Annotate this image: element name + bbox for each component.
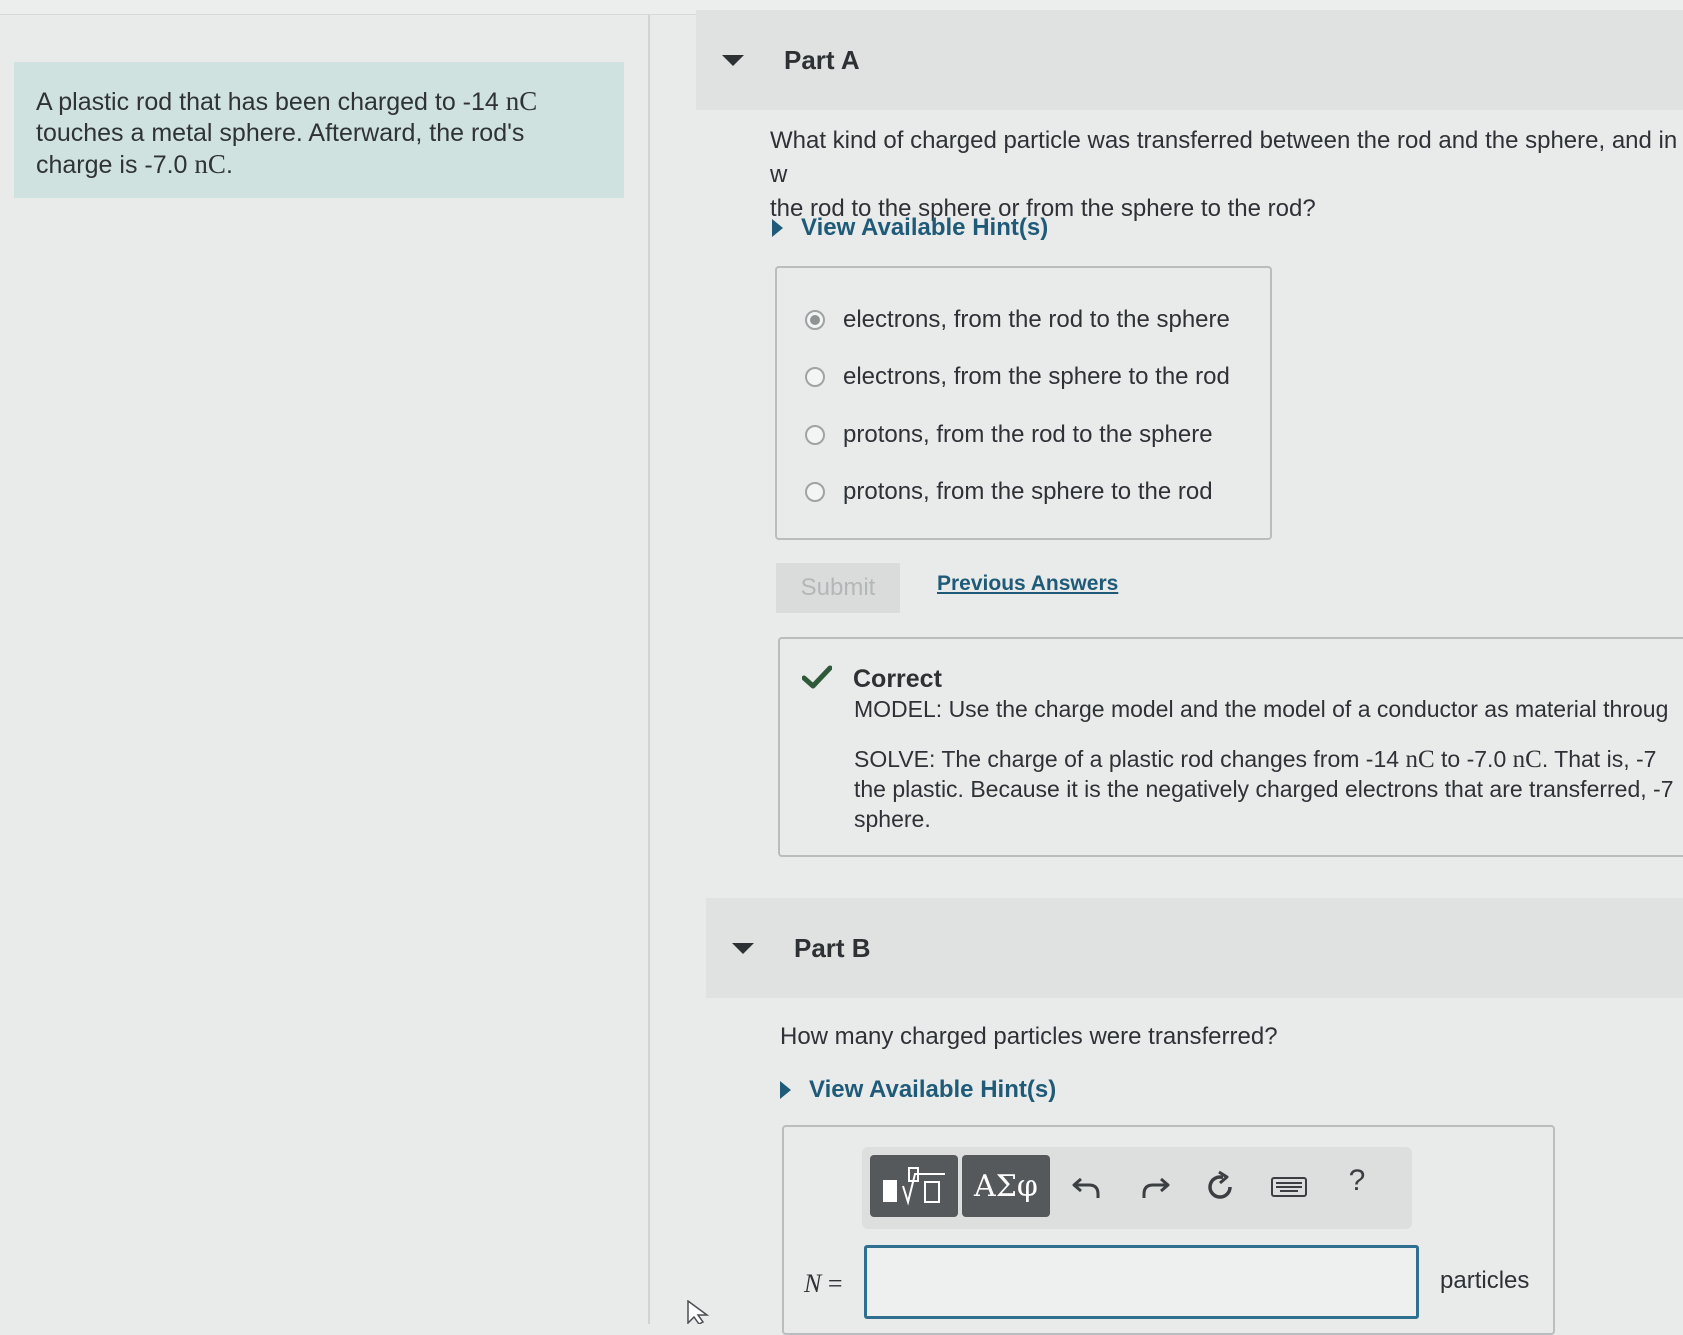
part-b-title: Part B: [794, 932, 871, 963]
option-4[interactable]: [805, 478, 1213, 506]
option-label: electrons, from the sphere to the rod: [843, 363, 1230, 390]
intro-unit-1: nC: [505, 86, 538, 116]
option-label: electrons, from the rod to the sphere: [843, 306, 1230, 333]
caret-down-icon[interactable]: [722, 55, 744, 66]
redo-icon: [1139, 1171, 1171, 1203]
option-label: protons, from the sphere to the rod: [843, 478, 1213, 505]
intro-text-1: A plastic rod that has been charged to -14: [36, 88, 506, 116]
answer-box: [782, 1125, 1555, 1335]
part-a-hints-label: View Available Hint(s): [801, 214, 1049, 241]
option-2[interactable]: [805, 363, 1230, 391]
problem-statement: [14, 62, 624, 198]
undo-button[interactable]: [1067, 1167, 1107, 1207]
solve-text-2: to -7.0: [1434, 746, 1513, 772]
templates-icon: [879, 1164, 949, 1208]
solve-unit-1: nC: [1405, 746, 1435, 773]
submit-button[interactable]: Submit: [776, 563, 900, 613]
part-b-hints-toggle[interactable]: [780, 1076, 1056, 1104]
radio-button[interactable]: [805, 482, 825, 502]
reset-button[interactable]: [1200, 1167, 1240, 1207]
previous-answers-link[interactable]: Previous Answers: [937, 572, 1119, 595]
option-1[interactable]: [805, 306, 1230, 334]
variable-symbol: N: [804, 1269, 822, 1298]
intro-unit-2: nC: [194, 149, 226, 179]
feedback-solve-line-3: sphere.: [854, 806, 931, 832]
keyboard-icon: [1270, 1174, 1308, 1200]
checkmark-icon: [802, 665, 832, 689]
part-b-header[interactable]: [706, 898, 1683, 998]
feedback-solve-line-2: the plastic. Because it is the negatively charged electrons that are transferred, -7: [854, 776, 1674, 802]
greek-symbols-button[interactable]: ΑΣφ: [962, 1155, 1050, 1217]
solve-text-1: SOLVE: The charge of a plastic rod changes from -14: [854, 746, 1406, 772]
part-a-hints-toggle[interactable]: [772, 214, 1048, 242]
solve-unit-2: nC: [1512, 746, 1542, 773]
part-b-hints-label: View Available Hint(s): [809, 1076, 1057, 1103]
help-button[interactable]: ?: [1348, 1164, 1366, 1197]
part-a-question-line-2: the rod to the sphere or from the sphere to the rod?: [770, 195, 1316, 222]
part-a-question-line-1: What kind of charged particle was transferred between the rod and the sphere, and in w: [770, 127, 1678, 188]
reset-icon: [1203, 1170, 1237, 1204]
feedback-panel: [778, 637, 1683, 857]
undo-icon: [1071, 1171, 1103, 1203]
option-label: protons, from the rod to the sphere: [843, 421, 1213, 448]
intro-text-3: .: [225, 151, 233, 179]
radio-button-selected[interactable]: [805, 310, 825, 330]
caret-down-icon[interactable]: [732, 943, 754, 954]
math-toolbar: [862, 1147, 1412, 1229]
feedback-title: Correct: [853, 665, 942, 693]
part-a-question: [770, 124, 1683, 226]
option-3[interactable]: [805, 421, 1213, 449]
answer-input[interactable]: [864, 1245, 1419, 1319]
unit-label: particles: [1440, 1267, 1530, 1294]
redo-button[interactable]: [1135, 1167, 1175, 1207]
column-divider: [648, 15, 650, 1324]
caret-right-icon: [780, 1081, 791, 1099]
intro-text-2: touches a metal sphere. Afterward, the rod's charge is -7.0: [36, 119, 525, 179]
radio-dot: [810, 315, 820, 325]
feedback-solve-line-1: [854, 744, 1656, 775]
keyboard-button[interactable]: [1269, 1167, 1309, 1207]
feedback-model: MODEL: Use the charge model and the model of a conductor as material throug: [854, 696, 1669, 722]
part-a-header[interactable]: [696, 10, 1683, 110]
mouse-cursor-icon: [686, 1300, 712, 1324]
part-b-question: How many charged particles were transferred?: [780, 1023, 1278, 1050]
answer-options: [775, 266, 1272, 540]
solve-text-3: . That is, -7: [1541, 746, 1657, 772]
radio-button[interactable]: [805, 367, 825, 387]
equals-sign: =: [827, 1269, 843, 1298]
radio-button[interactable]: [805, 425, 825, 445]
part-a-title: Part A: [784, 44, 860, 75]
variable-label: [804, 1269, 843, 1299]
caret-right-icon: [772, 219, 783, 237]
templates-button[interactable]: [870, 1155, 958, 1217]
